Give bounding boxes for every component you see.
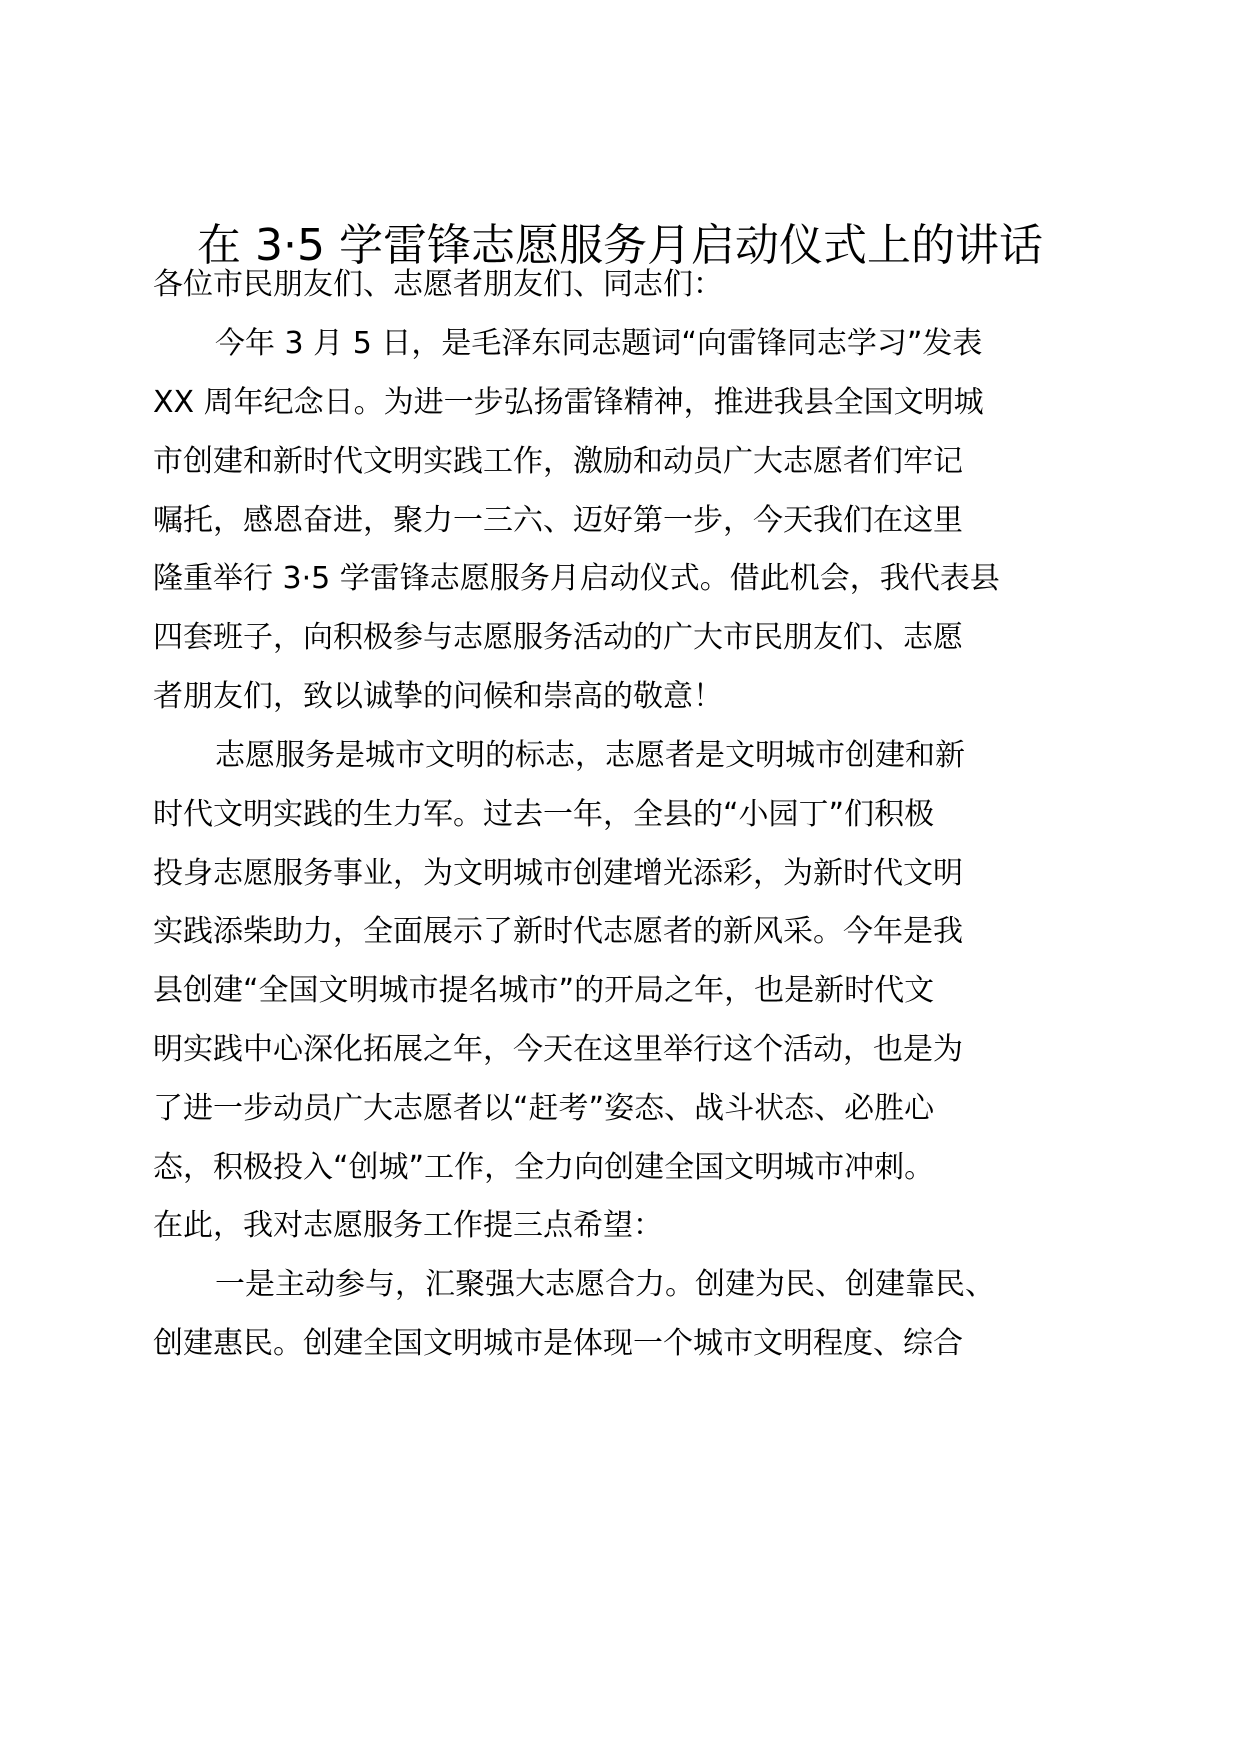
paragraph-line: 县创建“全国文明城市提名城市”的开局之年，也是新时代文 [153,973,935,1008]
paragraph-line: 在此，我对志愿服务工作提三点希望： [153,1208,663,1243]
paragraph-line: 了进一步动员广大志愿者以“赶考”姿态、战斗状态、必胜心 [153,1091,935,1126]
salutation: 各位市民朋友们、志愿者朋友们、同志们： [153,267,723,302]
paragraph-line: 一是主动参与，汇聚强大志愿合力。创建为民、创建靠民、 [215,1267,995,1302]
paragraph-line: 者朋友们，致以诚挚的问候和崇高的敬意！ [153,679,723,714]
paragraph-line: 投身志愿服务事业，为文明城市创建增光添彩，为新时代文明 [153,856,963,891]
paragraph-line: 嘱托，感恩奋进，聚力一三六、迈好第一步，今天我们在这里 [153,503,963,538]
paragraph-line: 态，积极投入“创城”工作，全力向创建全国文明城市冲刺。 [153,1150,935,1185]
paragraph-line: XX 周年纪念日。为进一步弘扬雷锋精神，推进我县全国文明城 [153,385,984,420]
document-title: 在 3·5 学雷锋志愿服务月启动仪式上的讲话 [197,220,1043,271]
paragraph-line: 隆重举行 3·5 学雷锋志愿服务月启动仪式。借此机会，我代表县 [153,561,1000,596]
paragraph-line: 市创建和新时代文明实践工作，激励和动员广大志愿者们牢记 [153,444,963,479]
paragraph-line: 今年 3 月 5 日，是毛泽东同志题词“向雷锋同志学习”发表 [215,326,983,361]
paragraph-line: 创建惠民。创建全国文明城市是体现一个城市文明程度、综合 [153,1326,963,1361]
paragraph-line: 四套班子，向积极参与志愿服务活动的广大市民朋友们、志愿 [153,620,963,655]
paragraph-line: 明实践中心深化拓展之年，今天在这里举行这个活动，也是为 [153,1032,963,1067]
paragraph-line: 实践添柴助力，全面展示了新时代志愿者的新风采。今年是我 [153,914,963,949]
paragraph-line: 时代文明实践的生力军。过去一年，全县的“小园丁”们积极 [153,797,935,832]
paragraph-line: 志愿服务是城市文明的标志，志愿者是文明城市创建和新 [215,738,965,773]
